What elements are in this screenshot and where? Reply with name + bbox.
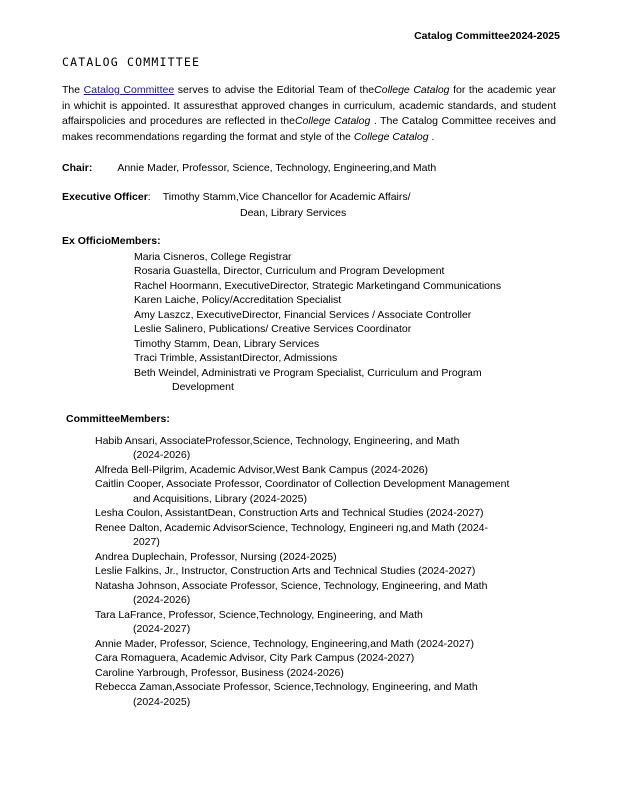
list-item: [95, 463, 562, 478]
list-item: [134, 250, 562, 265]
list-item: [134, 308, 562, 323]
intro-part6: . The Catalog Committee receives and makes recommendations regarding the format and style of the: [62, 115, 556, 143]
intro-part4: that approved changes in curriculum, academic standards, and student affairs: [62, 99, 556, 127]
member-line-2: and Acquisitions, Library (2024-2025): [133, 492, 307, 505]
intro-part3: it is appointed. It assures: [100, 99, 220, 112]
member-line-1: Rosaria Guastella, Director, Curriculum and Program Development: [134, 265, 445, 277]
list-item: [95, 506, 562, 521]
committee-members-heading: CommitteeMembers:: [66, 412, 170, 425]
list-item: [95, 564, 562, 579]
intro-part2: for the academic year in which: [62, 84, 557, 112]
ex-officio-heading: Ex OfficioMembers:: [62, 234, 161, 247]
member-line-1: Amy Laszcz, ExecutiveDirector, Financial Services / Associate Controller: [134, 308, 472, 321]
document-body: [62, 55, 562, 709]
member-line-1: Leslie Salinero, Publications/ Creative Services Coordinator: [134, 323, 412, 335]
list-item: [134, 279, 562, 294]
page-header-title: Catalog Committee2024-2025: [414, 30, 560, 42]
member-line-1: Renee Dalton, Academic AdvisorScience, Technology, Engineeri ng,and Math (2024-: [95, 521, 489, 534]
chair-label: Chair:: [62, 162, 93, 174]
intro-part5: policies and procedures are reflected in the: [90, 115, 295, 127]
member-line-1: Caroline Yarbrough, Professor, Business (2024-2026): [95, 666, 344, 679]
member-line-1: Traci Trimble, AssistantDirector, Admissions: [134, 352, 338, 364]
member-line-1: Lesha Coulon, AssistantDean, Construction Arts and Technical Studies (2024-2027): [95, 507, 484, 519]
intro-paragraph: [62, 83, 556, 145]
member-line-2: 2027): [133, 536, 160, 548]
chair-row: [62, 161, 562, 177]
member-line-1: Tara LaFrance, Professor, Science,Technology, Engineering, and Math: [95, 608, 423, 621]
member-line-1: Caitlin Cooper, Associate Professor, Coordinator of Collection Development Management: [95, 478, 510, 490]
list-item: [134, 366, 562, 395]
member-line-2: (2024-2027): [133, 623, 191, 635]
member-line-1: Leslie Falkins, Jr., Instructor, Construction Arts and Technical Studies (2024-2027): [95, 565, 476, 577]
member-line-1: Rachel Hoormann, ExecutiveDirector, Strategic Marketingand Communications: [134, 279, 502, 292]
member-line-1: Natasha Johnson, Associate Professor, Science, Technology, Engineering, and Math: [95, 579, 488, 592]
intro-italic-1: College Catalog: [374, 84, 450, 96]
list-item: [134, 264, 562, 279]
list-item: [95, 651, 562, 666]
member-line-1: Beth Weindel, Administrati ve Program Specialist, Curriculum and Program: [134, 366, 482, 379]
member-line-2: Development: [172, 381, 234, 393]
list-item: [134, 351, 562, 366]
executive-officer-value: Timothy Stamm,Vice Chancellor for Academic Affairs/: [162, 190, 411, 203]
chair-value: Annie Mader, Professor, Science, Technology, Engineering,and Math: [117, 162, 437, 174]
member-line-1: Karen Laiche, Policy/Accreditation Specialist: [134, 294, 342, 306]
member-line-1: Andrea Duplechain, Professor, Nursing (2024-2025): [95, 550, 337, 563]
catalog-committee-link[interactable]: Catalog Committee: [83, 84, 175, 96]
member-line-1: Timothy Stamm, Dean, Library Services: [134, 337, 320, 350]
page-title: CATALOG COMMITTEE: [62, 55, 201, 69]
intro-part7: .: [428, 130, 435, 143]
list-item: [95, 521, 562, 550]
ex-officio-member-list: [134, 250, 562, 395]
intro-pre: The: [62, 84, 84, 96]
member-line-2: (2024-2025): [133, 695, 191, 708]
list-item: [134, 293, 562, 308]
list-item: [95, 666, 562, 681]
executive-officer-value-line2: Dean, Library Services: [240, 207, 347, 219]
member-line-1: Annie Mader, Professor, Science, Technology, Engineering,and Math (2024-2027): [95, 637, 475, 650]
list-item: [95, 550, 562, 565]
list-item: [134, 337, 562, 352]
list-item: [95, 680, 562, 709]
list-item: [95, 579, 562, 608]
member-line-2: (2024-2026): [133, 449, 191, 461]
intro-italic-2: College Catalog: [294, 115, 371, 127]
executive-officer-label: Executive Officer: [62, 190, 148, 203]
executive-officer-row: [62, 190, 562, 222]
executive-officer-colon: :: [147, 190, 151, 203]
member-line-1: Alfreda Bell-Pilgrim, Academic Advisor,West Bank Campus (2024-2026): [95, 463, 429, 476]
intro-part1: serves to advise the Editorial Team of the: [174, 84, 375, 96]
list-item: [95, 637, 562, 652]
member-line-1: Rebecca Zaman,Associate Professor, Science,Technology, Engineering, and Math: [95, 681, 478, 693]
member-line-2: (2024-2026): [133, 594, 191, 606]
member-line-1: Maria Cisneros, College Registrar: [134, 250, 292, 263]
list-item: [134, 322, 562, 337]
member-line-1: Cara Romaguera, Academic Advisor, City Park Campus (2024-2027): [95, 652, 415, 664]
list-item: [95, 608, 562, 637]
intro-italic-3: College Catalog: [353, 130, 429, 143]
list-item: [95, 434, 562, 463]
member-line-1: Habib Ansari, AssociateProfessor,Science, Technology, Engineering, and Math: [95, 434, 460, 447]
committee-member-list: [95, 434, 562, 710]
list-item: [95, 477, 562, 506]
